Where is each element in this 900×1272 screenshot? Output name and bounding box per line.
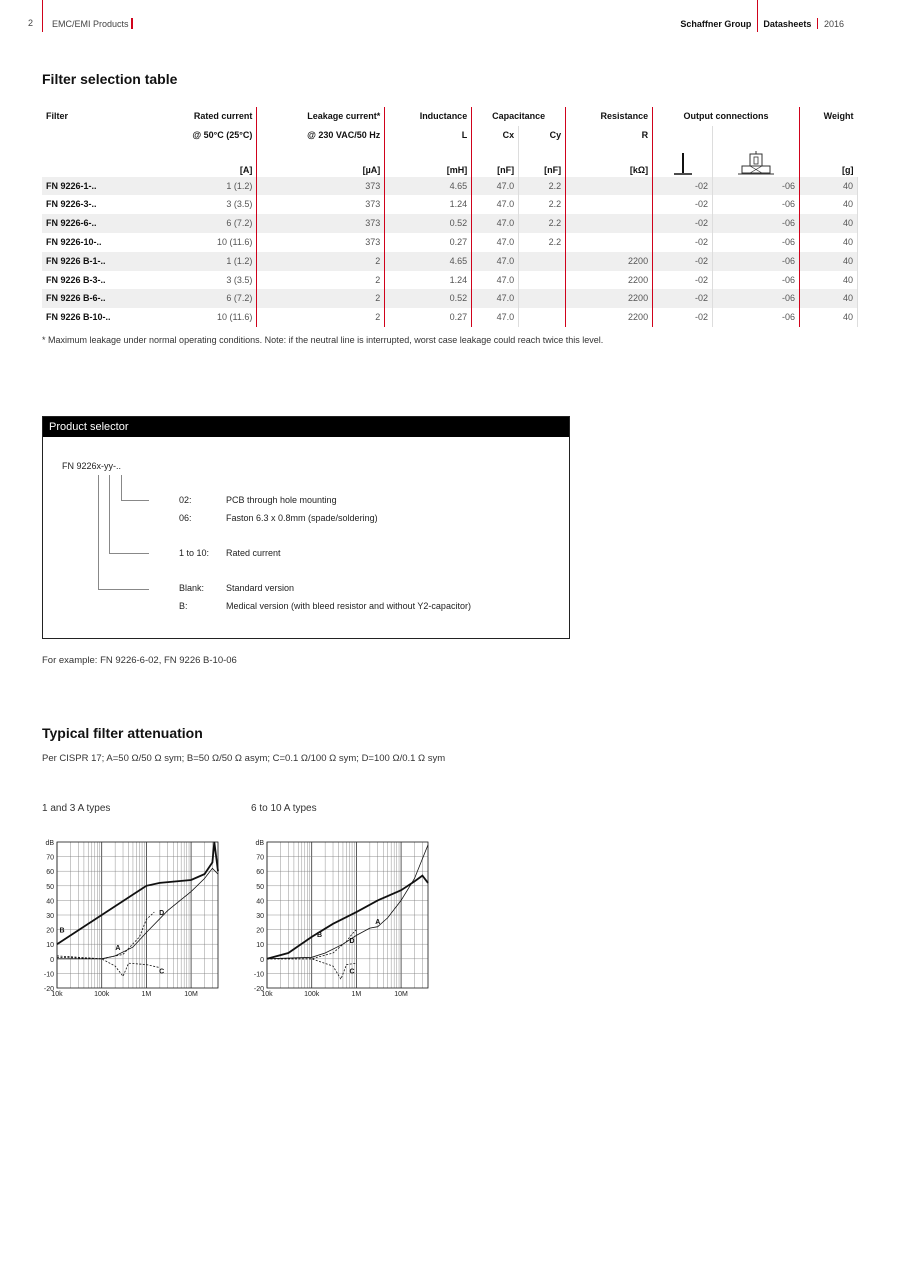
inductance-cell: 0.52: [385, 214, 472, 233]
faston-terminal-icon: [713, 145, 800, 177]
cy-cell: 2.2: [519, 233, 566, 252]
resistance-cell: [566, 177, 653, 196]
col-rated-current: Rated current: [150, 107, 257, 126]
cx-cell: 47.0: [472, 271, 519, 290]
x-tick-label: 100k: [304, 991, 320, 998]
inductance-sub: L: [385, 126, 472, 145]
cy-cell: [519, 252, 566, 271]
col-weight: Weight: [823, 111, 854, 121]
y-tick-label: 20: [46, 927, 54, 935]
rated-current-cell: 3 (3.5): [150, 195, 257, 214]
x-tick-label: 1M: [351, 991, 362, 998]
inductance-cell: 0.27: [385, 233, 472, 252]
option-key-blank: Blank:: [179, 583, 205, 593]
filter-name-cell: FN 9226 B-6-..: [42, 289, 150, 308]
filter-name-cell: FN 9226 B-10-..: [46, 312, 111, 323]
output-06-cell: -06: [713, 271, 800, 290]
y-axis-label: dB: [255, 840, 264, 847]
y-tick-label: 70: [46, 854, 54, 862]
chart-2-title: 6 to 10 A types: [251, 803, 317, 814]
x-tick-label: 10k: [261, 991, 273, 998]
inductance-cell: 4.65: [385, 177, 472, 196]
cx-cell: 47.0: [472, 308, 519, 327]
page-number: 2: [28, 18, 34, 28]
y-tick-label: 50: [46, 883, 54, 891]
header-row-1: [42, 107, 858, 126]
table-row: [42, 233, 858, 252]
table-row: [42, 252, 858, 271]
connector-line-2h: [109, 553, 149, 554]
inductance-cell: 4.65: [385, 252, 472, 271]
series-label-c: C: [159, 968, 165, 976]
y-tick-label: -10: [253, 971, 264, 979]
x-tick-label: 1M: [141, 991, 152, 998]
weight-cell: 40: [799, 195, 857, 214]
unit-kohm: [kΩ]: [566, 145, 653, 177]
leakage-cell: 373: [257, 233, 385, 252]
leakage-cell: 373: [257, 195, 385, 214]
connector-line-1: [121, 475, 122, 500]
attenuation-subtitle: Per CISPR 17; A=50 Ω/50 Ω sym; B=50 Ω/50 Ω asym; C=0.1 Ω/100 Ω sym; D=100 Ω/0.1 Ω sym: [42, 753, 446, 764]
unit-g: [g]: [842, 164, 854, 175]
resistance-cell: 2200: [566, 252, 653, 271]
leakage-cell: 373: [257, 214, 385, 233]
option-desc-current: Rated current: [226, 548, 281, 558]
rated-current-sub: @ 50°C (25°C): [150, 126, 257, 145]
option-desc-02: PCB through hole mounting: [226, 495, 337, 505]
output-02-cell: -02: [653, 195, 713, 214]
series-label-d: D: [159, 910, 165, 918]
col-capacitance: Capacitance: [472, 107, 566, 126]
table-row: [42, 195, 858, 214]
y-tick-label: 70: [256, 854, 264, 862]
weight-cell: 40: [799, 289, 857, 308]
series-line-b: [57, 842, 218, 944]
y-tick-label: 10: [46, 942, 54, 950]
rated-current-cell: 6 (7.2): [150, 289, 257, 308]
series-label-b: B: [59, 927, 65, 935]
inductance-cell: 1.24: [385, 195, 472, 214]
filter-name-cell: FN 9226-1-..: [42, 177, 150, 196]
chart-1-title: 1 and 3 A types: [42, 803, 111, 814]
product-selector-box: [42, 416, 570, 639]
resistance-cell: 2200: [566, 271, 653, 290]
filter-name-cell: FN 9226-10-..: [46, 236, 102, 247]
y-tick-label: 40: [46, 898, 54, 906]
output-02-cell: -02: [653, 233, 713, 252]
cx-cell: 47.0: [472, 233, 519, 252]
table-row: [42, 308, 858, 327]
unit-nf-cy: [nF]: [519, 145, 566, 177]
company-name: Schaffner Group: [680, 19, 752, 29]
resistance-cell: [566, 214, 653, 233]
option-key-b: B:: [179, 601, 188, 611]
output-02-cell: -02: [653, 308, 713, 327]
x-tick-label: 10M: [184, 991, 198, 998]
leakage-cell: 2: [257, 271, 385, 290]
y-tick-label: 40: [256, 898, 264, 906]
output-02-cell: -02: [653, 214, 713, 233]
table-body: [42, 177, 858, 327]
cx-header: Cx: [472, 126, 519, 145]
series-label-c: C: [349, 968, 355, 976]
y-tick-label: 0: [260, 956, 264, 964]
output-06-cell: -06: [713, 289, 800, 308]
series-line-b: [267, 876, 428, 959]
unit-mh: [mH]: [385, 145, 472, 177]
cx-cell: 47.0: [472, 289, 519, 308]
header-left-rule: [42, 0, 43, 32]
rated-current-cell: 6 (7.2): [150, 214, 257, 233]
cy-cell: 2.2: [519, 214, 566, 233]
weight-cell: 40: [799, 252, 857, 271]
option-key-06: 06:: [179, 513, 192, 523]
y-tick-label: -10: [43, 971, 54, 979]
attenuation-chart-1: [30, 834, 230, 1004]
filter-name-cell: FN 9226-3-..: [46, 199, 97, 210]
table-row: [42, 271, 858, 290]
series-label-d: D: [349, 937, 355, 945]
attenuation-chart-2: [240, 834, 440, 1004]
y-tick-label: 50: [256, 883, 264, 891]
cx-cell: 47.0: [472, 195, 519, 214]
filter-name-cell: FN 9226-6-..: [42, 214, 150, 233]
cy-cell: [519, 271, 566, 290]
cy-cell: 2.2: [519, 177, 566, 196]
weight-cell: 40: [799, 271, 857, 290]
resistance-cell: [566, 233, 653, 252]
filter-name-cell: FN 9226 B-1-..: [42, 252, 150, 271]
output-02-cell: -02: [653, 271, 713, 290]
output-06-cell: -06: [713, 195, 800, 214]
weight-cell: 40: [799, 177, 857, 196]
header-red-tick-2: [817, 18, 819, 29]
rated-current-cell: 10 (11.6): [150, 308, 257, 327]
output-06-cell: -06: [713, 252, 800, 271]
header-divider: [757, 18, 758, 29]
resistance-sub: R: [566, 126, 653, 145]
selector-example: For example: FN 9226-6-02, FN 9226 B-10-06: [42, 655, 237, 666]
option-desc-06: Faston 6.3 x 0.8mm (spade/soldering): [226, 513, 378, 523]
unit-ua: [µA]: [257, 145, 385, 177]
weight-cell: 40: [799, 308, 857, 327]
y-tick-label: 0: [50, 956, 54, 964]
x-tick-label: 100k: [94, 991, 110, 998]
leakage-cell: 2: [257, 289, 385, 308]
weight-cell: 40: [799, 214, 857, 233]
header-red-tick: [131, 18, 133, 29]
rated-current-cell: 10 (11.6): [150, 233, 257, 252]
inductance-cell: 1.24: [385, 271, 472, 290]
y-tick-label: 20: [256, 927, 264, 935]
output-06-cell: -06: [713, 177, 800, 196]
x-tick-label: 10k: [51, 991, 63, 998]
filter-name-cell: FN 9226 B-3-..: [46, 274, 106, 285]
resistance-cell: 2200: [566, 289, 653, 308]
units-row: [42, 145, 858, 177]
table-row: [42, 177, 858, 196]
option-key-02: 02:: [179, 495, 192, 505]
option-key-current: 1 to 10:: [179, 548, 210, 558]
inductance-cell: 0.27: [385, 308, 472, 327]
option-desc-b: Medical version (with bleed resistor and without Y2-capacitor): [226, 601, 471, 611]
header-section: [52, 18, 133, 29]
series-label-a: A: [375, 918, 381, 926]
product-selector-title: Product selector: [43, 417, 569, 437]
series-label-a: A: [115, 945, 121, 953]
y-tick-label: 60: [256, 869, 264, 877]
resistance-cell: [566, 195, 653, 214]
connector-line-1h: [121, 500, 149, 501]
connector-line-3h: [98, 589, 149, 590]
cy-header: Cy: [519, 126, 566, 145]
table-footnote: * Maximum leakage under normal operating conditions. Note: if the neutral line is interrupted, worst case leakage could reach twice this level.: [42, 335, 604, 345]
section-title: EMC/EMI Products: [52, 19, 129, 29]
header-right: [680, 18, 844, 29]
series-line-a: [57, 868, 218, 959]
doc-year: 2016: [823, 19, 844, 29]
y-tick-label: -20: [43, 986, 54, 993]
series-label-b: B: [317, 931, 323, 939]
connector-line-2: [109, 475, 110, 553]
resistance-cell: 2200: [566, 308, 653, 327]
cy-cell: [519, 308, 566, 327]
output-06-cell: -06: [713, 308, 800, 327]
doc-type: Datasheets: [763, 19, 812, 29]
y-axis-label: dB: [45, 840, 54, 847]
cx-cell: 47.0: [472, 214, 519, 233]
leakage-cell: 2: [257, 308, 385, 327]
col-leakage: Leakage current*: [257, 107, 385, 126]
x-tick-label: 10M: [394, 991, 408, 998]
col-inductance: Inductance: [385, 107, 472, 126]
option-desc-blank: Standard version: [226, 583, 295, 593]
leakage-sub: @ 230 VAC/50 Hz: [257, 126, 385, 145]
y-tick-label: 30: [256, 913, 264, 920]
cy-cell: 2.2: [519, 195, 566, 214]
output-02-cell: -02: [653, 289, 713, 308]
col-resistance: Resistance: [566, 107, 653, 126]
pcb-pin-icon: [653, 145, 713, 177]
leakage-cell: 2: [257, 252, 385, 271]
output-06-cell: -06: [713, 214, 800, 233]
attenuation-title: Typical filter attenuation: [42, 725, 203, 741]
filter-selection-table: [42, 107, 858, 327]
weight-cell: 40: [799, 233, 857, 252]
col-output-connections: Output connections: [653, 107, 800, 126]
y-tick-label: 60: [46, 869, 54, 877]
cy-cell: [519, 289, 566, 308]
table-row: [42, 214, 858, 233]
unit-nf-cx: [nF]: [472, 145, 519, 177]
series-line-a: [267, 845, 428, 959]
cx-cell: 47.0: [472, 177, 519, 196]
rated-current-cell: 1 (1.2): [150, 252, 257, 271]
y-tick-label: 30: [46, 913, 54, 920]
filter-table-title: Filter selection table: [42, 71, 178, 87]
output-02-cell: -02: [653, 252, 713, 271]
rated-current-cell: 3 (3.5): [150, 271, 257, 290]
rated-current-cell: 1 (1.2): [150, 177, 257, 196]
header-row-2: [42, 126, 858, 145]
connector-line-3: [98, 475, 99, 589]
col-filter: Filter: [46, 111, 69, 121]
output-06-cell: -06: [713, 233, 800, 252]
y-tick-label: -20: [253, 986, 264, 993]
product-code: FN 9226x-yy-..: [62, 461, 122, 471]
leakage-cell: 373: [257, 177, 385, 196]
output-02-cell: -02: [653, 177, 713, 196]
unit-a: [A]: [150, 145, 257, 177]
table-row: [42, 289, 858, 308]
y-tick-label: 10: [256, 942, 264, 950]
inductance-cell: 0.52: [385, 289, 472, 308]
cx-cell: 47.0: [472, 252, 519, 271]
